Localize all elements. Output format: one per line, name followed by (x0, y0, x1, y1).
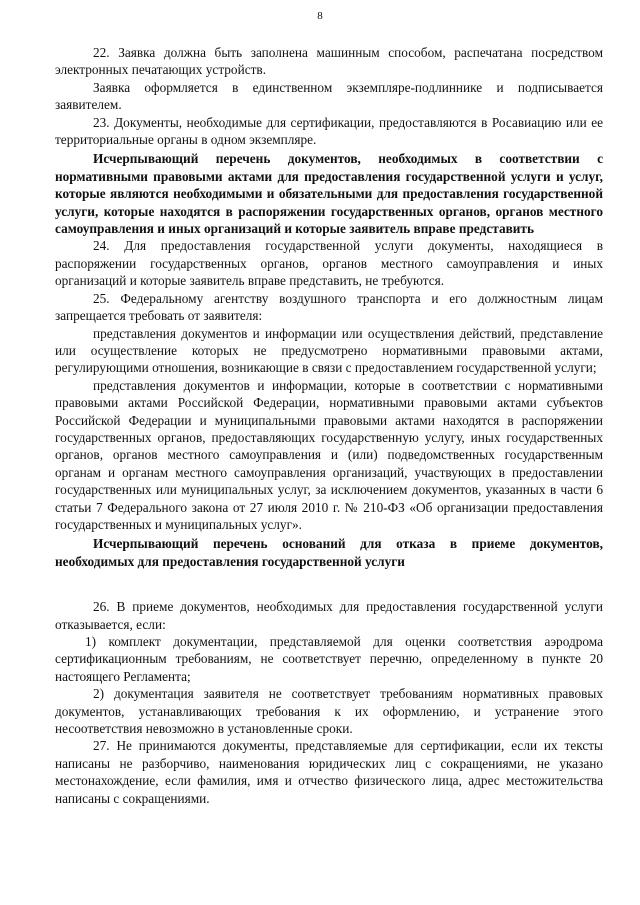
paragraph-27: 27. Не принимаются документы, представляемые для сертификации, если их тексты написаны не разборчиво, наименования юридических лиц с сокращениями, не указано местонахождение, если фамилия, имя и отчество физического лица, адрес местожительства написаны с сокращениями. (55, 738, 603, 806)
paragraph-22-note: Заявка оформляется в единственном экземпляре-подлиннике и подписывается заявителем. (55, 79, 603, 113)
document-body (55, 44, 603, 807)
paragraph-26-item-1: 1) комплект документации, представляемой для оценки соответствия аэродрома сертификационным требованиям, не соответствует перечню, определенному в пункте 20 настоящего Регламента; (55, 634, 603, 684)
paragraph-23: 23. Документы, необходимые для сертификации, предоставляются в Росавиацию или ее территориальные органы в одном экземпляре. (55, 114, 603, 148)
section-heading-refusal: Исчерпывающий перечень оснований для отказа в приеме документов, необходимых для предоставления государственной услуги (55, 536, 603, 569)
section-heading-documents: Исчерпывающий перечень документов, необходимых в соответствии с нормативными правовыми актами для предоставления государственной услуги и услуг, которые являются необходимыми и обязательными для предоставления государственной услуги, которые находятся в распоряжении государственных органов, органов местного самоуправления и иных организаций и которые заявитель вправе представить (55, 151, 603, 237)
paragraph-26-item-2: 2) документация заявителя не соответствует требованиям нормативных правовых документов, устанавливающих требования к их оформлению, и устранение этого несоответствия невозможно в установленные сроки. (55, 686, 603, 737)
paragraph-22: 22. Заявка должна быть заполнена машинным способом, распечатана посредством электронных печатающих устройств. (55, 45, 603, 78)
paragraph-26: 26. В приеме документов, необходимых для предоставления государственной услуги отказывается, если: (55, 599, 603, 632)
paragraph-25-item-1: представления документов и информации или осуществления действий, представление или осуществление которых не предусмотрено нормативными правовыми актами, регулирующими отношения, возникающие в связи с предоставлением государственной услуги; (55, 325, 603, 376)
page-number: 8 (317, 10, 323, 22)
paragraph-25: 25. Федеральному агентству воздушного транспорта и его должностным лицам запрещается требовать от заявителя: (55, 290, 603, 324)
paragraph-24: 24. Для предоставления государственной услуги документы, находящиеся в распоряжении государственных органов, органов местного самоуправления и иных организаций и которые заявитель вправе представить, не требуются. (55, 238, 603, 289)
paragraph-25-item-2: представления документов и информации, которые в соответствии с нормативными правовыми актами Российской Федерации, нормативными правовыми актами субъектов Российской Федерации и муниципальными правовыми актами находятся в распоряжении государственных органов, предоставляющих государственную услугу, иных государственных органов, органов местного самоуправления и (или) подведомственных государственным органам и органам местного самоуправления организаций, участвующих в предоставлении государственных или муниципальных услуг, за исключением документов, указанных в части 6 статьи 7 Федерального закона от 27 июля 2010 г. № 210-ФЗ «Об организации предоставления государственных и муниципальных услуг». (55, 377, 603, 532)
